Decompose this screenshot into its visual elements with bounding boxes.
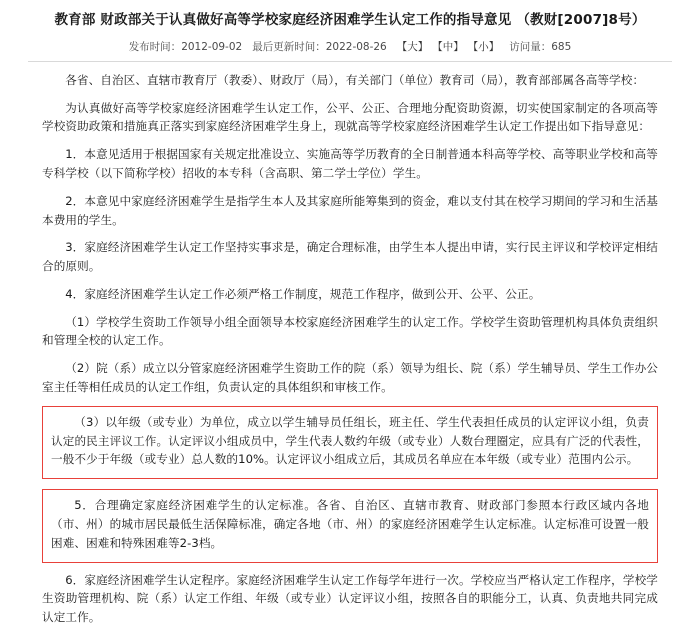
font-size-medium-button[interactable]: 【中】 — [432, 40, 464, 53]
paragraph-item-4-2: （2）院（系）成立以分管家庭经济困难学生资助工作的院（系）领导为组长、院（系）学生辅导员、学生工作办公室主任等相任成员的认定工作组，负责认定的具体组织和审核工作。 — [42, 361, 658, 395]
paragraph-item-4: 4．家庭经济困难学生认定工作必须严格工作制度，规范工作程序，做到公开、公平、公正。 — [65, 286, 541, 301]
font-size-large-button[interactable]: 【大】 — [396, 40, 429, 53]
view-count-value: 685 — [551, 40, 572, 53]
paragraph-item-5: 5．合理确定家庭经济困难学生的认定标准。各省、自治区、直辖市教育、财政部门参照本行政区域内各地（市、州）的城市居民最低生活保障标准，确定各地（市、州）的家庭经济困难学生认定标准。认定标准可设置一般困难、困难和特殊困难等2-3档。 — [51, 498, 649, 550]
paragraph-item-1: 1．本意见适用于根据国家有关规定批准设立、实施高等学历教育的全日制普通本科高等学校、高等职业学校和高等专科学校（以下简称学校）招收的本专科（含高职、第二学士学位）学生。 — [42, 147, 658, 181]
publish-time — [129, 39, 243, 54]
paragraph-item-6: 6．家庭经济困难学生认定程序。家庭经济困难学生认定工作每学年进行一次。学校应当严格认定工作程序，学校学生资助管理机构、院（系）认定工作组、年级（或专业）认定评议小组，按照各自的职能分工，认真、负责地共同完成认定工作。 — [42, 572, 658, 625]
page-title: 教育部 财政部关于认真做好高等学校家庭经济困难学生认定工作的指导意见 （教财[2007]8号） — [54, 12, 646, 28]
paragraph-item-3: 3．家庭经济困难学生认定工作坚持实事求是，确定合理标准，由学生本人提出申请，实行民主评议和学校评定相结合的原则。 — [42, 240, 658, 274]
view-count-label: 访问量： — [509, 40, 552, 53]
update-time-label: 最后更新时间： — [252, 40, 326, 53]
paragraph-intro: 为认真做好高等学校家庭经济困难学生认定工作，公平、公正、合理地分配资助资源，切实使国家制定的各项高等学校资助政策和措施真正落实到家庭经济困难学生身上，现就高等学校家庭经济困难学生认定工作提出如下指导意见： — [42, 100, 658, 134]
meta-divider — [28, 61, 672, 62]
paragraph-item-4-1: （1）学校学生资助工作领导小组全面领导本校家庭经济困难学生的认定工作。学校学生资助管理机构具体负责组织和管理全校的认定工作。 — [42, 314, 658, 348]
font-size-small-button[interactable]: 【小】 — [467, 40, 500, 53]
paragraph-salutation: 各省、自治区、直辖市教育厅（教委）、财政厅（局），有关部门（单位）教育司（局），教育部部属各高等学校： — [65, 72, 645, 87]
font-size-controls[interactable] — [397, 39, 500, 54]
highlight-box-2 — [42, 489, 658, 562]
document-meta-bar — [28, 39, 672, 61]
paragraph-item-2: 2．本意见中家庭经济困难学生是指学生本人及其家庭所能筹集到的资金，难以支付其在校学习期间的学习和生活基本费用的学生。 — [42, 193, 658, 227]
paragraph-item-4-3: （3）以年级（或专业）为单位，成立以学生辅导员任组长，班主任、学生代表担任成员的认定评议小组，负责认定的民主评议工作。认定评议小组成员中，学生代表人数约年级（或专业）人数台理圈定，应具有广泛的代表性，一般不少于年级（或专业）总人数的10%。认定评议小组成立后，其成员名单应在本年级（或专业）范围内公示。 — [51, 414, 649, 467]
update-time — [252, 39, 387, 54]
publish-time-label: 发布时间： — [128, 40, 182, 53]
update-time-value: 2022-08-26 — [325, 40, 387, 53]
highlight-box-1 — [42, 406, 658, 479]
publish-time-value: 2012-09-02 — [181, 40, 243, 53]
view-count — [509, 39, 571, 54]
document-body — [28, 71, 672, 627]
